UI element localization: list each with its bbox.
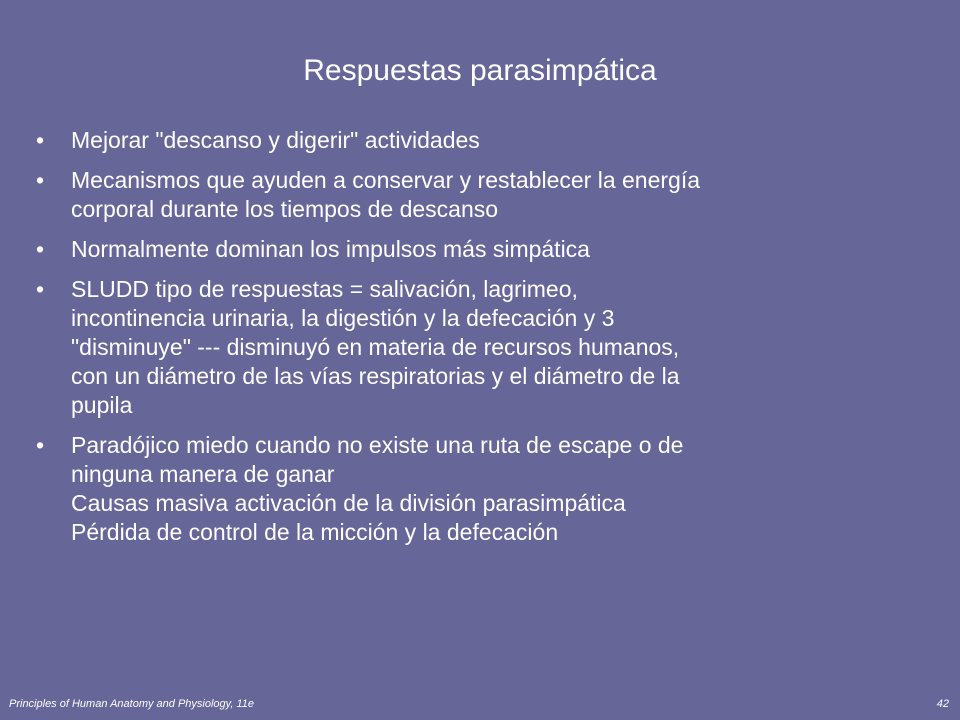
bullet-dot: • [36,276,45,302]
bullet-dot: • [36,167,45,193]
bullet-dot: • [36,432,45,458]
footer-page-number: 42 [936,698,949,710]
bullet-line: Causas masiva activación de la división parasimpática [71,490,626,516]
bullet-item [36,431,950,547]
footer-book-title: Principles of Human Anatomy and Physiology, 11e [9,698,254,710]
bullet-item [36,275,950,420]
slide-title: Respuestas parasimpática [303,54,657,87]
bullet-item [36,235,950,264]
bullet-line: incontinencia urinaria, la digestión y la defecación y 3 [71,305,615,331]
bullet-line: Pérdida de control de la micción y la defecación [71,519,559,545]
bullet-line: "disminuye" --- disminuyó en materia de recursos humanos, [71,334,680,360]
bullet-dot: • [36,127,45,153]
bullet-line: Mejorar "descanso y digerir" actividades [71,127,480,153]
bullet-line: pupila [71,392,133,418]
bullet-line: SLUDD tipo de respuestas = salivación, lagrimeo, [71,276,578,302]
bullet-line: corporal durante los tiempos de descanso [71,196,499,222]
bullet-list [36,126,950,558]
bullet-line: Mecanismos que ayuden a conservar y restablecer la energía [71,167,701,193]
bullet-line: Paradójico miedo cuando no existe una ruta de escape o de [71,432,684,458]
bullet-line: Normalmente dominan los impulsos más simpática [71,236,590,262]
bullet-dot: • [36,236,45,262]
bullet-line: ninguna manera de ganar [71,461,335,487]
bullet-item [36,166,950,224]
bullet-item [36,126,950,155]
bullet-line: con un diámetro de las vías respiratorias y el diámetro de la [71,363,680,389]
